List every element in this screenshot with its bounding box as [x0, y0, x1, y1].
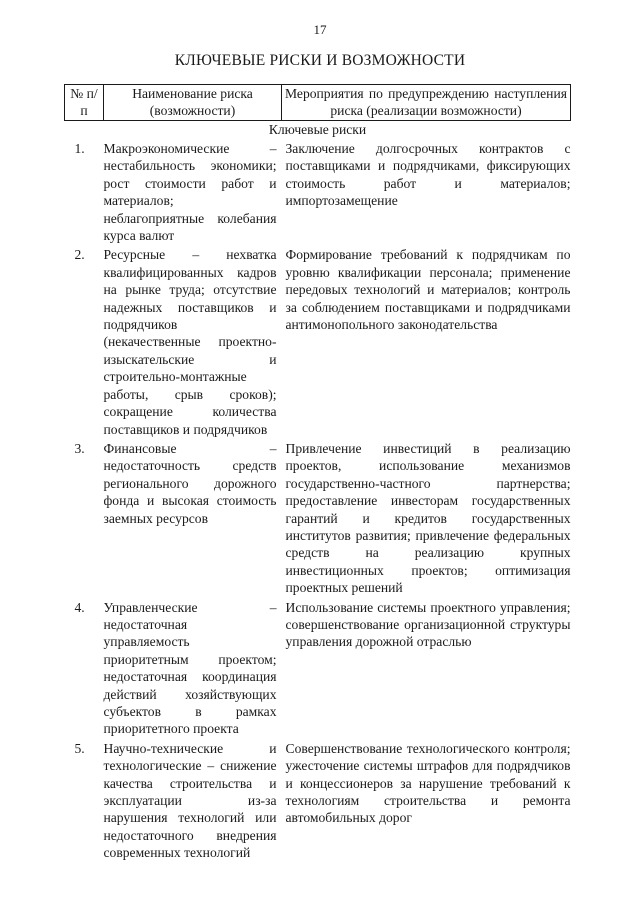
section-row [65, 121, 571, 139]
risk-measures: Совершенствование технологического контроля; ужесточение системы штрафов для подрядчиков и концессионеров за нарушение требований к технологиям строительства и ремонта автомобильных дорог [285, 740, 571, 826]
risk-name: Управленческие – недостаточная управляемость приоритетным проектом; недостаточная координация действий хозяйствующих субъектов в рамках приоритетного проекта [103, 599, 277, 737]
risk-measures: Заключение долгосрочных контрактов с поставщиками и подрядчиками, фиксирующих стоимость работ и материалов; импортозамещение [285, 141, 571, 209]
table-header-row [65, 85, 571, 121]
risk-measures: Формирование требований к подрядчикам по уровню квалификации персонала; применение передовых технологий и материалов; контроль за соблюдением поставщиками и подрядчиками антимонопольного законодательства [285, 247, 571, 333]
row-number: 1. [74, 141, 85, 156]
table-body [65, 121, 571, 862]
table-row [65, 438, 571, 597]
risk-name: Ресурсные – нехватка квалифицированных кадров на рынке труда; отсутствие надежных поставщиков и подрядчиков (некачественные проектно-изыскательские и строительно-монтажные работы, срыв сроков); сокращение количества поставщиков и подрядчиков [103, 247, 277, 437]
table-row [65, 597, 571, 738]
header-num: № п/п [65, 85, 104, 121]
page-title: КЛЮЧЕВЫЕ РИСКИ И ВОЗМОЖНОСТИ [174, 52, 466, 69]
header-measures: Мероприятия по предупреждению наступления риска (реализации возможности) [282, 85, 571, 121]
header-risk-name: Наименование риска (возможности) [104, 85, 282, 121]
risk-measures: Привлечение инвестиций в реализацию проектов, использование механизмов государственно-частного партнерства; предоставление инвесторам государственных гарантий и кредитов государственных институтов развития; привлечение федеральных средств на реализацию крупных инвестиционных проектов; оптимизация проектных решений [285, 440, 571, 596]
risk-name: Научно-технические и технологические – снижение качества строительства и эксплуатации из-за нарушения технологий или недостаточного внедрения современных технологий [103, 740, 277, 861]
risk-name: Макроэкономические – нестабильность экономики; рост стоимости работ и материалов; неблагоприятные колебания курса валют [103, 141, 277, 244]
table-row [65, 244, 571, 437]
page-number: 17 [313, 22, 327, 37]
risk-table [64, 84, 571, 862]
row-number: 3. [74, 440, 85, 456]
row-number: 4. [74, 599, 85, 615]
section-label: Ключевые риски [268, 122, 367, 137]
table-row [65, 738, 571, 862]
risk-measures: Использование системы проектного управления; совершенствование организационной структуры управления дорожной отраслью [285, 599, 571, 650]
row-number: 5. [74, 740, 85, 756]
risk-name: Финансовые – недостаточность средств регионального дорожного фонда и высокая стоимость заемных ресурсов [103, 440, 277, 526]
table-row [65, 138, 571, 244]
row-number: 2. [74, 247, 85, 263]
